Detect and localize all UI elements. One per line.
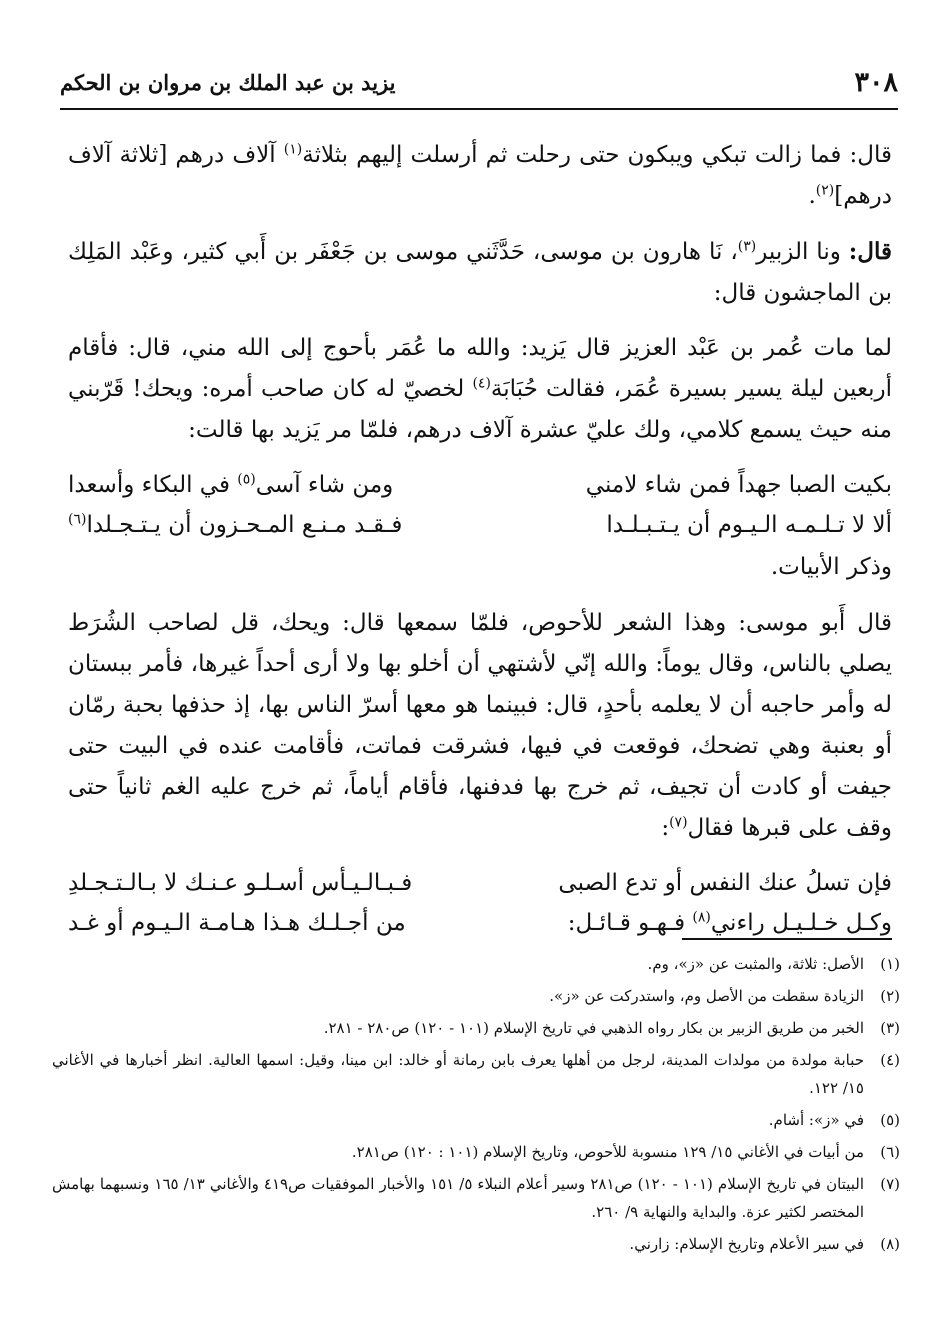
verse-text: فـهـو قـائـل:: [567, 910, 693, 936]
paragraph-4-text-a: قال أَبو موسى: وهذا الشعر للأحوص، فلمّا سمعها قال: ويحك، قل لصاحب الشُرَط يصلي بالناس، وقال يوماً: والله إنّي لأشتهي أن أخلو بها ولا أرى أحداً غيرها، فأمر ببستان له وأمر حاجبه أن لا يعلمه بأحدٍ، قال: فبينما هو معها أسرّ الناس بها، إذ حذفها بحبة رمّان أو بعنبة وهي تضحك، فوقعت في فيها، فشرقت فماتت، فأقامت عنده في البيت حتى جيفت أو كادت أن تجيف، ثم خرج بها فدفنها، فأقام أياماً، ثم خرج عليه الغم ثانياً حتى وقف على قبرها فقال: [68, 610, 892, 841]
verse-line: [68, 863, 892, 903]
paragraph-2-text-b: ، نَا هارون بن موسى، حَدَّثَني موسى بن جَعْفَر بن أَبي كثير، وعَبْد المَلِك بن الماجشون قال:: [68, 239, 892, 306]
footnote-number: (٢): [880, 987, 900, 1005]
footnote: [52, 1014, 900, 1042]
footnote-text: البيتان في تاريخ الإسلام (١٠١ - ١٢٠) ص٢٨١ وسير أعلام النبلاء ٥/ ١٥١ والأخبار الموفقيات ص٤١٩ والأغاني ١٣/ ١٦٥ ونسبهما بهامش المختصر لكثير عزة. والبداية والنهاية ٩/ ٢٦٠.: [52, 1175, 864, 1221]
footnote-number: (٨): [880, 1235, 900, 1253]
verse-line: [68, 505, 892, 545]
paragraph-2-text-a: ونا الزبير: [756, 239, 849, 265]
footnote-text: في سير الأعلام وتاريخ الإسلام: زارني.: [629, 1235, 864, 1253]
verse-text: في البكاء وأسعدا: [68, 472, 238, 498]
footnote-ref-6[interactable]: (٦): [68, 511, 87, 528]
footnote-text: حبابة مولدة من مولدات المدينة، لرجل من أهلها يعرف بابن رمانة أو خالد: ابن مينا، وقيل: اسمها العالية. انظر أخبارها في الأغاني ١٥/ ١٢٢.: [52, 1051, 864, 1097]
paragraph-2: [68, 231, 892, 314]
footnote: [52, 982, 900, 1010]
verse-line: [68, 903, 892, 943]
paragraph-3-text-b: لخصيّ له كان صاحب أمره: ويحك! قَرّبني منه حيث يسمع كلامي، ولك عليّ عشرة آلاف درهم، فلمّا مر يَزيد بها قالت:: [68, 376, 892, 443]
verse-text: وكـل خـلـيـل راءني: [710, 910, 892, 936]
footnote: [52, 1106, 900, 1134]
paragraph-1-text-b: آلاف درهم [ثلاثة آلاف درهم]: [68, 142, 892, 209]
footnote-ref-5[interactable]: (٥): [237, 471, 256, 488]
footnote: [52, 1230, 900, 1258]
footnote-text: من أبيات في الأغاني ١٥/ ١٢٩ منسوبة للأحوص، وتاريخ الإسلام (١٠١ : ١٢٠) ص٢٨١.: [351, 1143, 864, 1161]
footnote: [52, 1170, 900, 1226]
footnote-ref-8[interactable]: (٨): [692, 909, 711, 926]
footnote-number: (١): [880, 955, 900, 973]
footnote-text: في «ز»: أشام.: [768, 1111, 864, 1129]
paragraph-4: [68, 603, 892, 849]
verse-hemistich: بكيت الصبا جهداً فمن شاء لامني: [585, 472, 892, 498]
poem-2: [68, 863, 892, 943]
footnote-text: الأصل: ثلاثة، والمثبت عن «ز»، وم.: [647, 955, 864, 973]
footnote-text: الخبر من طريق الزبير بن بكار رواه الذهبي في تاريخ الإسلام (١٠١ - ١٢٠) ص٢٨٠ - ٢٨١.: [323, 1019, 864, 1037]
footnote-number: (٧): [880, 1175, 900, 1193]
footnote: [52, 950, 900, 978]
paragraph-3: [68, 328, 892, 451]
verse-hemistich: من أجـلـك هـذا هـامـة الـيـوم أو غـد: [68, 910, 406, 936]
footnote-ref-2[interactable]: (٢): [815, 182, 835, 199]
verse-text: فـقـد مـنـع المـحـزون أن يـتـجـلدا: [86, 512, 403, 538]
verse-hemistich: فـبـالـيـأس أسـلـو عـنـك لا بـالـتـجـلدِ: [68, 870, 413, 896]
footnote-number: (٤): [880, 1051, 900, 1069]
footnote-ref-7[interactable]: (٧): [669, 814, 688, 831]
paragraph-2-lead: قال:: [848, 238, 892, 265]
page-header: [60, 58, 898, 106]
verse-hemistich: ألا لا تـلـمـه الـيـوم أن يـتـبـلـدا: [606, 512, 892, 538]
footnote-ref-3[interactable]: (٣): [737, 238, 757, 255]
footnote-divider: [682, 938, 892, 940]
footnote: [52, 1046, 900, 1102]
running-title: يزيد بن عبد الملك بن مروان بن الحكم: [60, 69, 396, 95]
verse-line: [68, 465, 892, 505]
verse-hemistich: [68, 465, 439, 505]
footnote-text: الزيادة سقطت من الأصل وم، واستدركت عن «ز».: [549, 987, 864, 1005]
paragraph-3-text-a: لما مات عُمر بن عَبْد العزيز قال يَزيد: والله ما عُمَر بأحوج إلى الله مني، قال: فأقام أربعين ليلة يسير بسيرة عُمَر، فقالت حُبَابَة: [68, 335, 892, 402]
verse-text: ومن شاء آسى: [255, 472, 394, 498]
page-number: ٣٠٨: [854, 66, 898, 98]
verse-hemistich: فإن تسلُ عنك النفس أو تدع الصبى: [558, 870, 892, 896]
main-text: [68, 135, 892, 943]
verse-hemistich: [68, 505, 439, 545]
header-divider: [60, 108, 898, 110]
footnote-number: (٦): [880, 1143, 900, 1161]
after-verse-note: وذكر الأبيات.: [770, 554, 892, 580]
paragraph-1-text-a: قال: فما زالت تبكي ويبكون حتى رحلت ثم أرسلت إليهم بثلاثة: [302, 142, 893, 168]
paragraph-1: [68, 135, 892, 217]
footnote-number: (٥): [880, 1111, 900, 1129]
paragraph-1-text-c: .: [808, 183, 816, 209]
poem-1: [68, 465, 892, 545]
verse-hemistich: [521, 903, 892, 943]
footnote: [52, 1138, 900, 1166]
footnote-ref-1[interactable]: (١): [283, 141, 303, 158]
footnotes: [52, 950, 900, 1262]
footnote-number: (٣): [880, 1019, 900, 1037]
footnote-ref-4[interactable]: (٤): [472, 375, 491, 392]
paragraph-4-text-b: :: [661, 815, 670, 841]
